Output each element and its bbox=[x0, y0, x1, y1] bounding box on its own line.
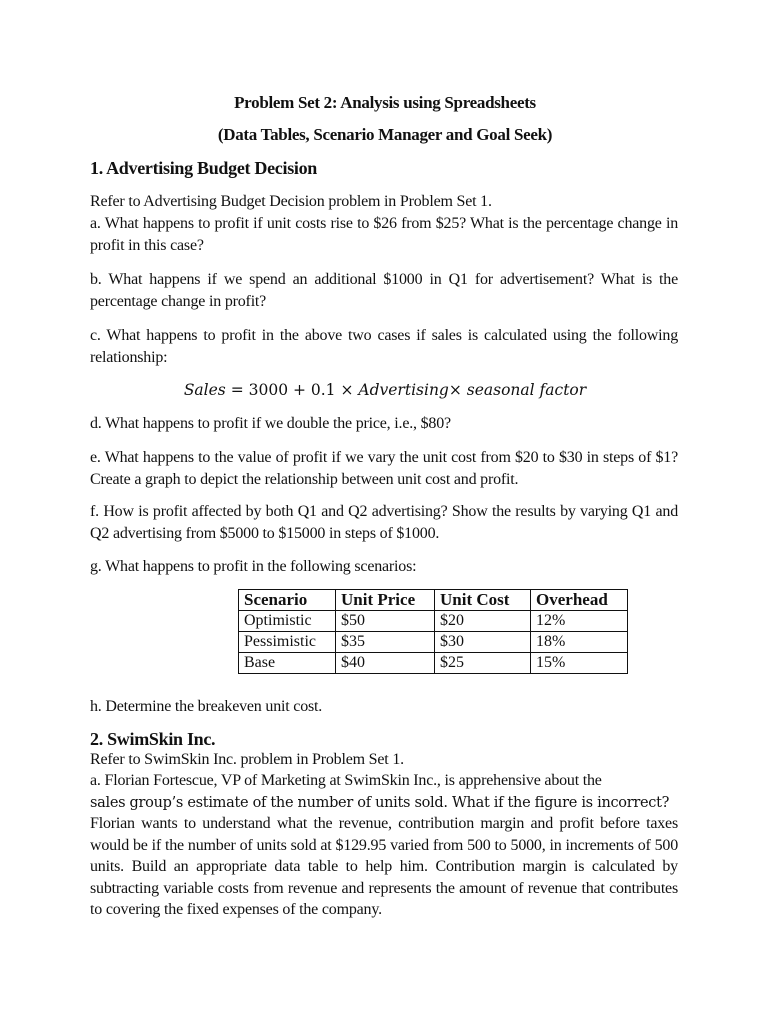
question-1b: b. What happens if we spend an additional $1000 in Q1 for advertisement? What is the percentage change in profit? bbox=[90, 271, 678, 310]
table-cell: $30 bbox=[435, 632, 531, 653]
table-header-row bbox=[239, 590, 628, 611]
question-1e: e. What happens to the value of profit if we vary the unit cost from $20 to $30 in steps of $1? Create a graph to depict the relationship between unit cost and profit. bbox=[90, 449, 678, 488]
question-1d: d. What happens to profit if we double the price, i.e., $80? bbox=[90, 415, 451, 432]
section1-intro: Refer to Advertising Budget Decision problem in Problem Set 1. bbox=[90, 193, 492, 210]
question-1a: a. What happens to profit if unit costs rise to $26 from $25? What is the percentage change in profit in this case? bbox=[90, 215, 678, 254]
question-2a-body: Florian wants to understand what the revenue, contribution margin and profit before taxes would be if the number of units sold at $129.95 varied from 500 to 5000, in increments of 500 units. Build an appropriate data table to help him. Contribution margin is calculated by subtracting variable costs from revenue and represents the amount of revenue that contributes to covering the fixed expenses of the company. bbox=[90, 815, 678, 918]
table-row bbox=[239, 653, 628, 674]
formula-times: × bbox=[448, 381, 467, 399]
table-header-cell: Scenario bbox=[239, 590, 336, 611]
question-1g: g. What happens to profit in the following scenarios: bbox=[90, 558, 417, 575]
section2-intro: Refer to SwimSkin Inc. problem in Problem Set 1. bbox=[90, 751, 404, 768]
table-cell: Optimistic bbox=[239, 611, 336, 632]
table-header-cell: Unit Price bbox=[336, 590, 435, 611]
section2-heading: 2. SwimSkin Inc. bbox=[90, 729, 216, 749]
formula-advertising: Advertising bbox=[358, 381, 449, 399]
table-cell: $35 bbox=[336, 632, 435, 653]
sales-formula bbox=[90, 381, 680, 399]
scenario-table bbox=[238, 589, 628, 674]
question-1f: f. How is profit affected by both Q1 and Q2 advertising? Show the results by varying Q1 and Q2 advertising from $5000 to $15000 in steps of $1000. bbox=[90, 503, 678, 542]
table-cell: $50 bbox=[336, 611, 435, 632]
question-2a-line2: sales group’s estimate of the number of units sold. What if the figure is incorrect? bbox=[90, 795, 670, 811]
table-cell: $40 bbox=[336, 653, 435, 674]
question-1c: c. What happens to profit in the above two cases if sales is calculated using the following relationship: bbox=[90, 327, 678, 366]
table-cell: 15% bbox=[531, 653, 628, 674]
formula-lhs: Sales bbox=[183, 381, 226, 399]
formula-eq: = 3000 + 0.1 × bbox=[225, 381, 359, 399]
section1-heading: 1. Advertising Budget Decision bbox=[90, 158, 318, 178]
doc-title: Problem Set 2: Analysis using Spreadsheets bbox=[234, 93, 536, 112]
table-cell: 18% bbox=[531, 632, 628, 653]
table-cell: Base bbox=[239, 653, 336, 674]
table-header-cell: Unit Cost bbox=[435, 590, 531, 611]
table-cell: Pessimistic bbox=[239, 632, 336, 653]
formula-seasonal: seasonal factor bbox=[466, 381, 587, 399]
doc-subtitle: (Data Tables, Scenario Manager and Goal Seek) bbox=[217, 125, 553, 144]
table-cell: $20 bbox=[435, 611, 531, 632]
table-cell: $25 bbox=[435, 653, 531, 674]
question-1h: h. Determine the breakeven unit cost. bbox=[90, 698, 323, 715]
table-header-cell: Overhead bbox=[531, 590, 628, 611]
table-row bbox=[239, 611, 628, 632]
table-row bbox=[239, 632, 628, 653]
table-cell: 12% bbox=[531, 611, 628, 632]
question-2a-line1: a. Florian Fortescue, VP of Marketing at SwimSkin Inc., is apprehensive about the bbox=[90, 772, 602, 789]
